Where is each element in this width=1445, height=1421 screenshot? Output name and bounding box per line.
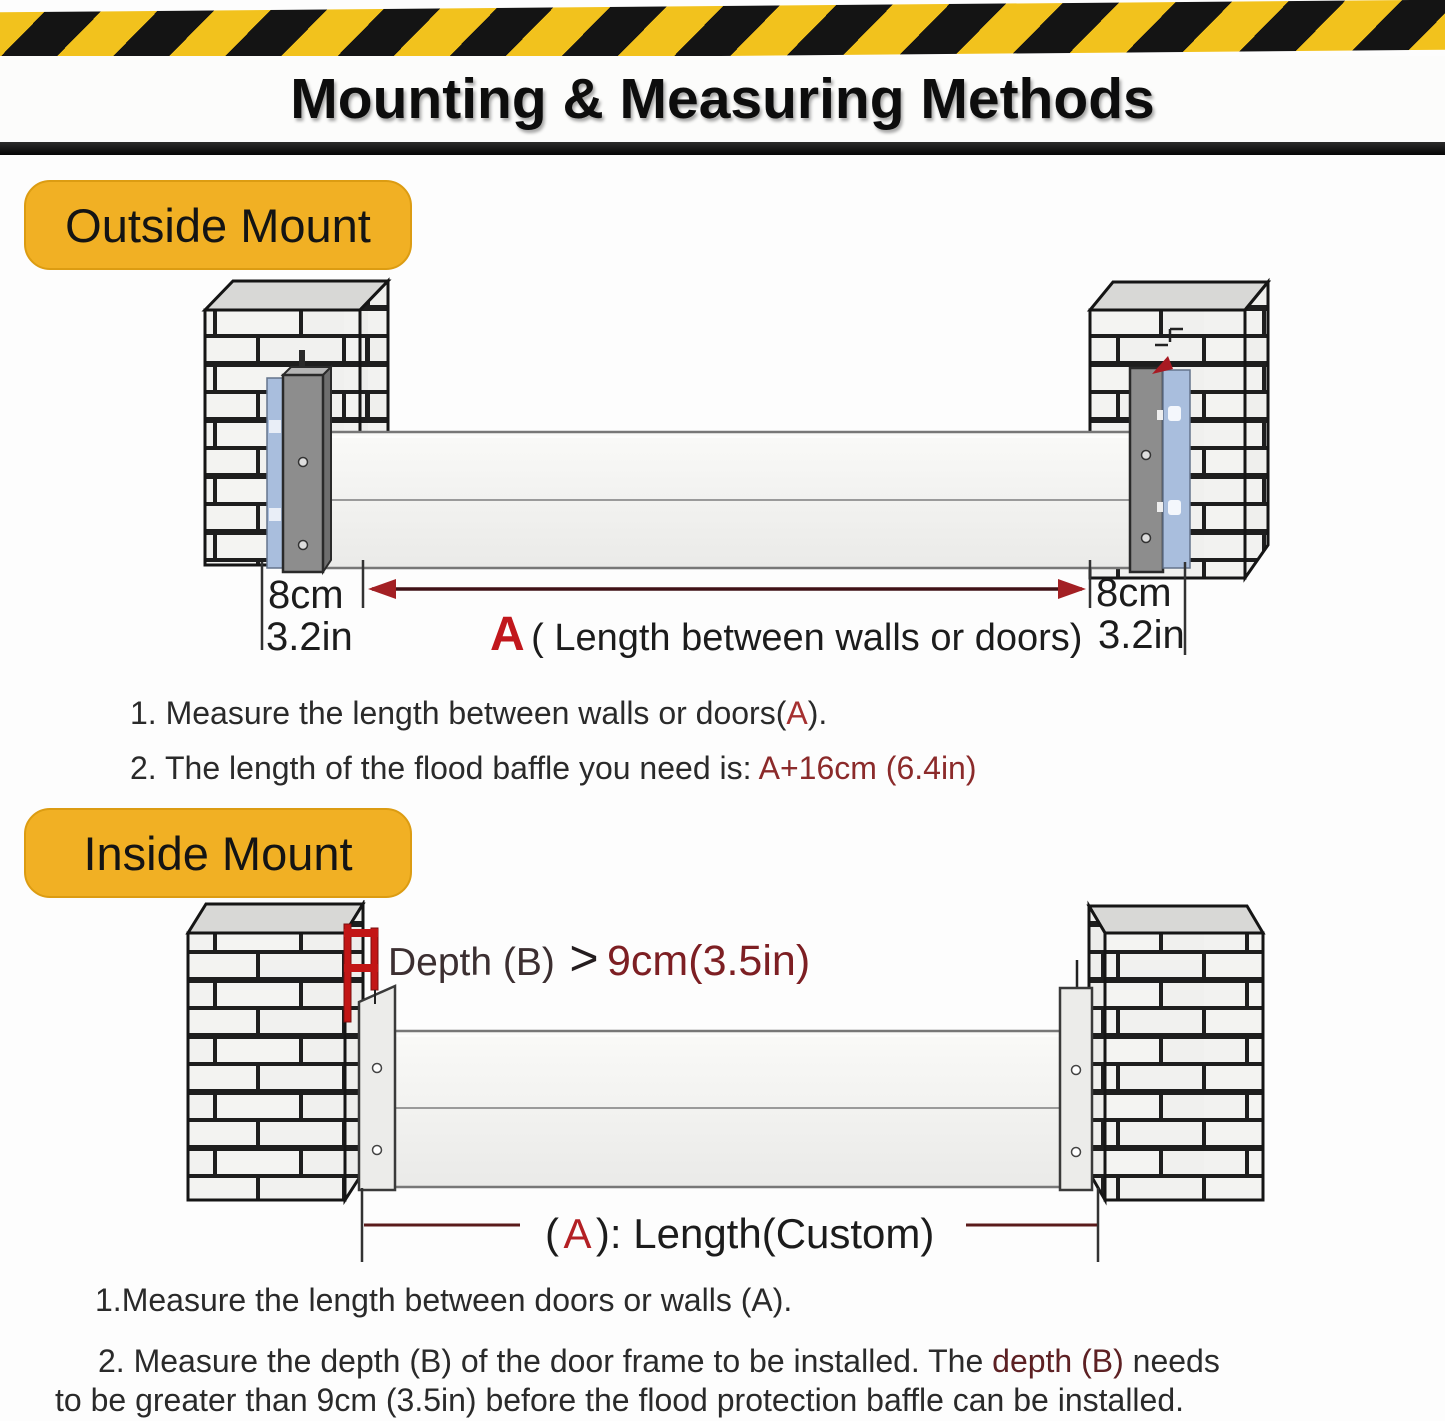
left-channel-bracket — [359, 986, 395, 1190]
outside-mount-label-text: Outside Mount — [65, 198, 371, 252]
screw-hole-icon — [299, 458, 308, 467]
right-brick-pillar — [1089, 906, 1263, 1200]
inside-step-2 — [55, 1342, 1435, 1420]
outside-mount-diagram — [0, 260, 1445, 700]
title-divider-bar — [0, 142, 1445, 155]
inside-mount-label — [24, 808, 412, 898]
inside-mount-steps — [55, 1281, 1435, 1420]
length-a-rest: ( Length between walls or doors) — [531, 617, 1083, 659]
dim-right-cm-label: 8cm — [1096, 571, 1172, 615]
outside-step2-text: 2. The length of the flood baffle you need is: — [130, 749, 759, 786]
depth-value-text: 9cm(3.5in) — [607, 937, 811, 985]
inside-step2-line2: to be greater than 9cm (3.5in) before the flood protection baffle can be installed. — [55, 1382, 1185, 1419]
inside-step2-mid: needs — [1123, 1343, 1220, 1380]
depth-label-text: Depth (B) — [388, 941, 555, 984]
length-open-paren: ( — [545, 1210, 559, 1257]
dim-right-in-label: 3.2in — [1098, 613, 1185, 657]
inside-step2-text: 2. Measure the depth (B) of the door frame to be installed. The — [98, 1343, 993, 1380]
length-arrow — [368, 579, 1086, 599]
left-brick-pillar — [188, 904, 363, 1200]
left-seal-strip — [267, 378, 283, 568]
outside-step-1 — [130, 693, 977, 735]
flood-barrier-panels — [378, 1031, 1078, 1187]
depth-gt-sign: > — [569, 930, 599, 986]
screw-hole-icon — [1072, 1148, 1081, 1157]
outside-step1-end: ). — [807, 695, 828, 731]
title-band — [0, 56, 1445, 142]
length-rest-text: ): Length(Custom) — [595, 1210, 935, 1257]
dim-left-cm-label: 8cm — [268, 573, 344, 617]
screw-hole-icon — [1142, 534, 1151, 543]
depth-label — [388, 930, 810, 986]
inside-mount-label-text: Inside Mount — [83, 826, 353, 880]
outside-step1-text: 1. Measure the length between walls or doors( — [130, 695, 787, 731]
flood-barrier-panels — [300, 432, 1145, 568]
inside-step2-depth: depth (B) — [992, 1343, 1124, 1380]
length-custom-label — [545, 1210, 934, 1257]
screw-hole-icon — [1142, 451, 1151, 460]
outside-step-2 — [130, 748, 977, 790]
dim-left-in-label: 3.2in — [266, 615, 353, 659]
length-arrow-label — [490, 608, 1082, 661]
screw-hole-icon — [373, 1146, 382, 1155]
right-mounting-bracket — [1130, 368, 1163, 572]
inside-step-1: 1.Measure the length between doors or walls (A). — [95, 1282, 793, 1318]
outside-mount-steps — [130, 693, 977, 802]
length-a-letter: A — [490, 608, 525, 661]
left-mounting-bracket — [283, 350, 331, 572]
page-title: Mounting & Measuring Methods — [290, 67, 1155, 131]
screw-hole-icon — [299, 541, 308, 550]
right-channel-bracket — [1060, 960, 1092, 1190]
outside-step2-formula: A+16cm (6.4in) — [758, 749, 977, 786]
hazard-stripe-banner — [0, 0, 1445, 62]
screw-hole-icon — [1072, 1066, 1081, 1075]
outside-step1-a: A — [786, 695, 808, 731]
outside-mount-label — [24, 180, 412, 270]
length-a-letter: A — [563, 1210, 592, 1257]
screw-hole-icon — [373, 1064, 382, 1073]
